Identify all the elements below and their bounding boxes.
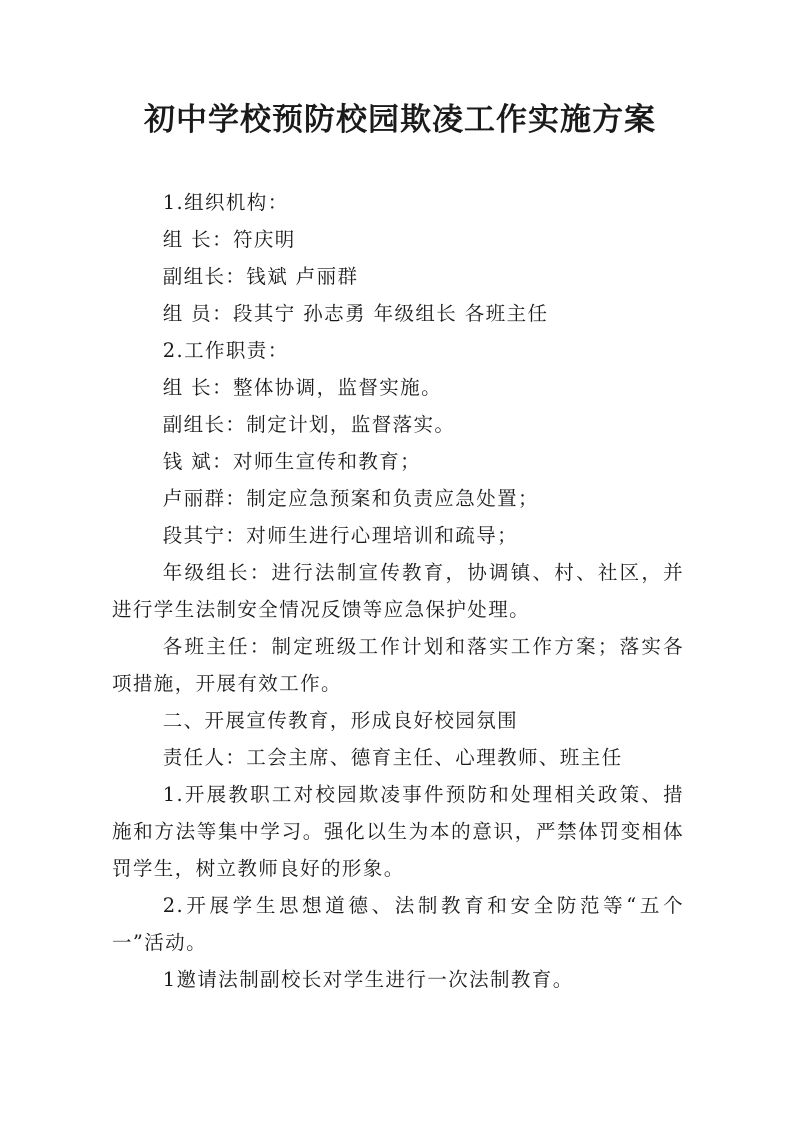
paragraph-staff-study: 1.开展教职工对校园欺凌事件预防和处理相关政策、措施和方法等集中学习。强化以生为本的意识，严禁体罚变相体罚学生，树立教师良好的形象。 [112, 783, 684, 880]
paragraph-legal-education: 1邀请法制副校长对学生进行一次法制教育。 [162, 968, 574, 991]
paragraph-duties-heading: 2.工作职责： [162, 339, 289, 362]
paragraph-org-heading: 1.组织机构： [162, 191, 289, 214]
paragraph-qianbin-duty: 钱 斌：对师生宣传和教育； [162, 450, 422, 473]
paragraph-duanqining-duty: 段其宁：对师生进行心理培训和疏导； [162, 524, 518, 547]
document-body [112, 184, 684, 998]
paragraph-responsible-persons: 责任人：工会主席、德育主任、心理教师、班主任 [162, 746, 623, 769]
paragraph-members: 组 员：段其宁 孙志勇 年级组长 各班主任 [162, 302, 549, 325]
paragraph-section-two-heading: 二、开展宣传教育，形成良好校园氛围 [162, 709, 518, 732]
paragraph-luliqun-duty: 卢丽群：制定应急预案和负责应急处置； [162, 487, 539, 510]
paragraph-deputy-leader: 副组长：钱斌 卢丽群 [162, 265, 359, 288]
paragraph-leader-duty: 组 长：整体协调，监督实施。 [162, 376, 442, 399]
paragraph-leader: 组 长：符庆明 [162, 228, 296, 251]
paragraph-grade-leader-duty: 年级组长：进行法制宣传教育，协调镇、村、社区，并进行学生法制安全情况反馈等应急保护处理。 [112, 561, 684, 621]
paragraph-deputy-duty: 副组长：制定计划，监督落实。 [162, 413, 456, 436]
document-title: 初中学校预防校园欺凌工作实施方案 [144, 102, 656, 138]
paragraph-student-activities: 2.开展学生思想道德、法制教育和安全防范等“五个一”活动。 [112, 894, 684, 954]
paragraph-class-teacher-duty: 各班主任：制定班级工作计划和落实工作方案；落实各项措施，开展有效工作。 [112, 635, 684, 695]
